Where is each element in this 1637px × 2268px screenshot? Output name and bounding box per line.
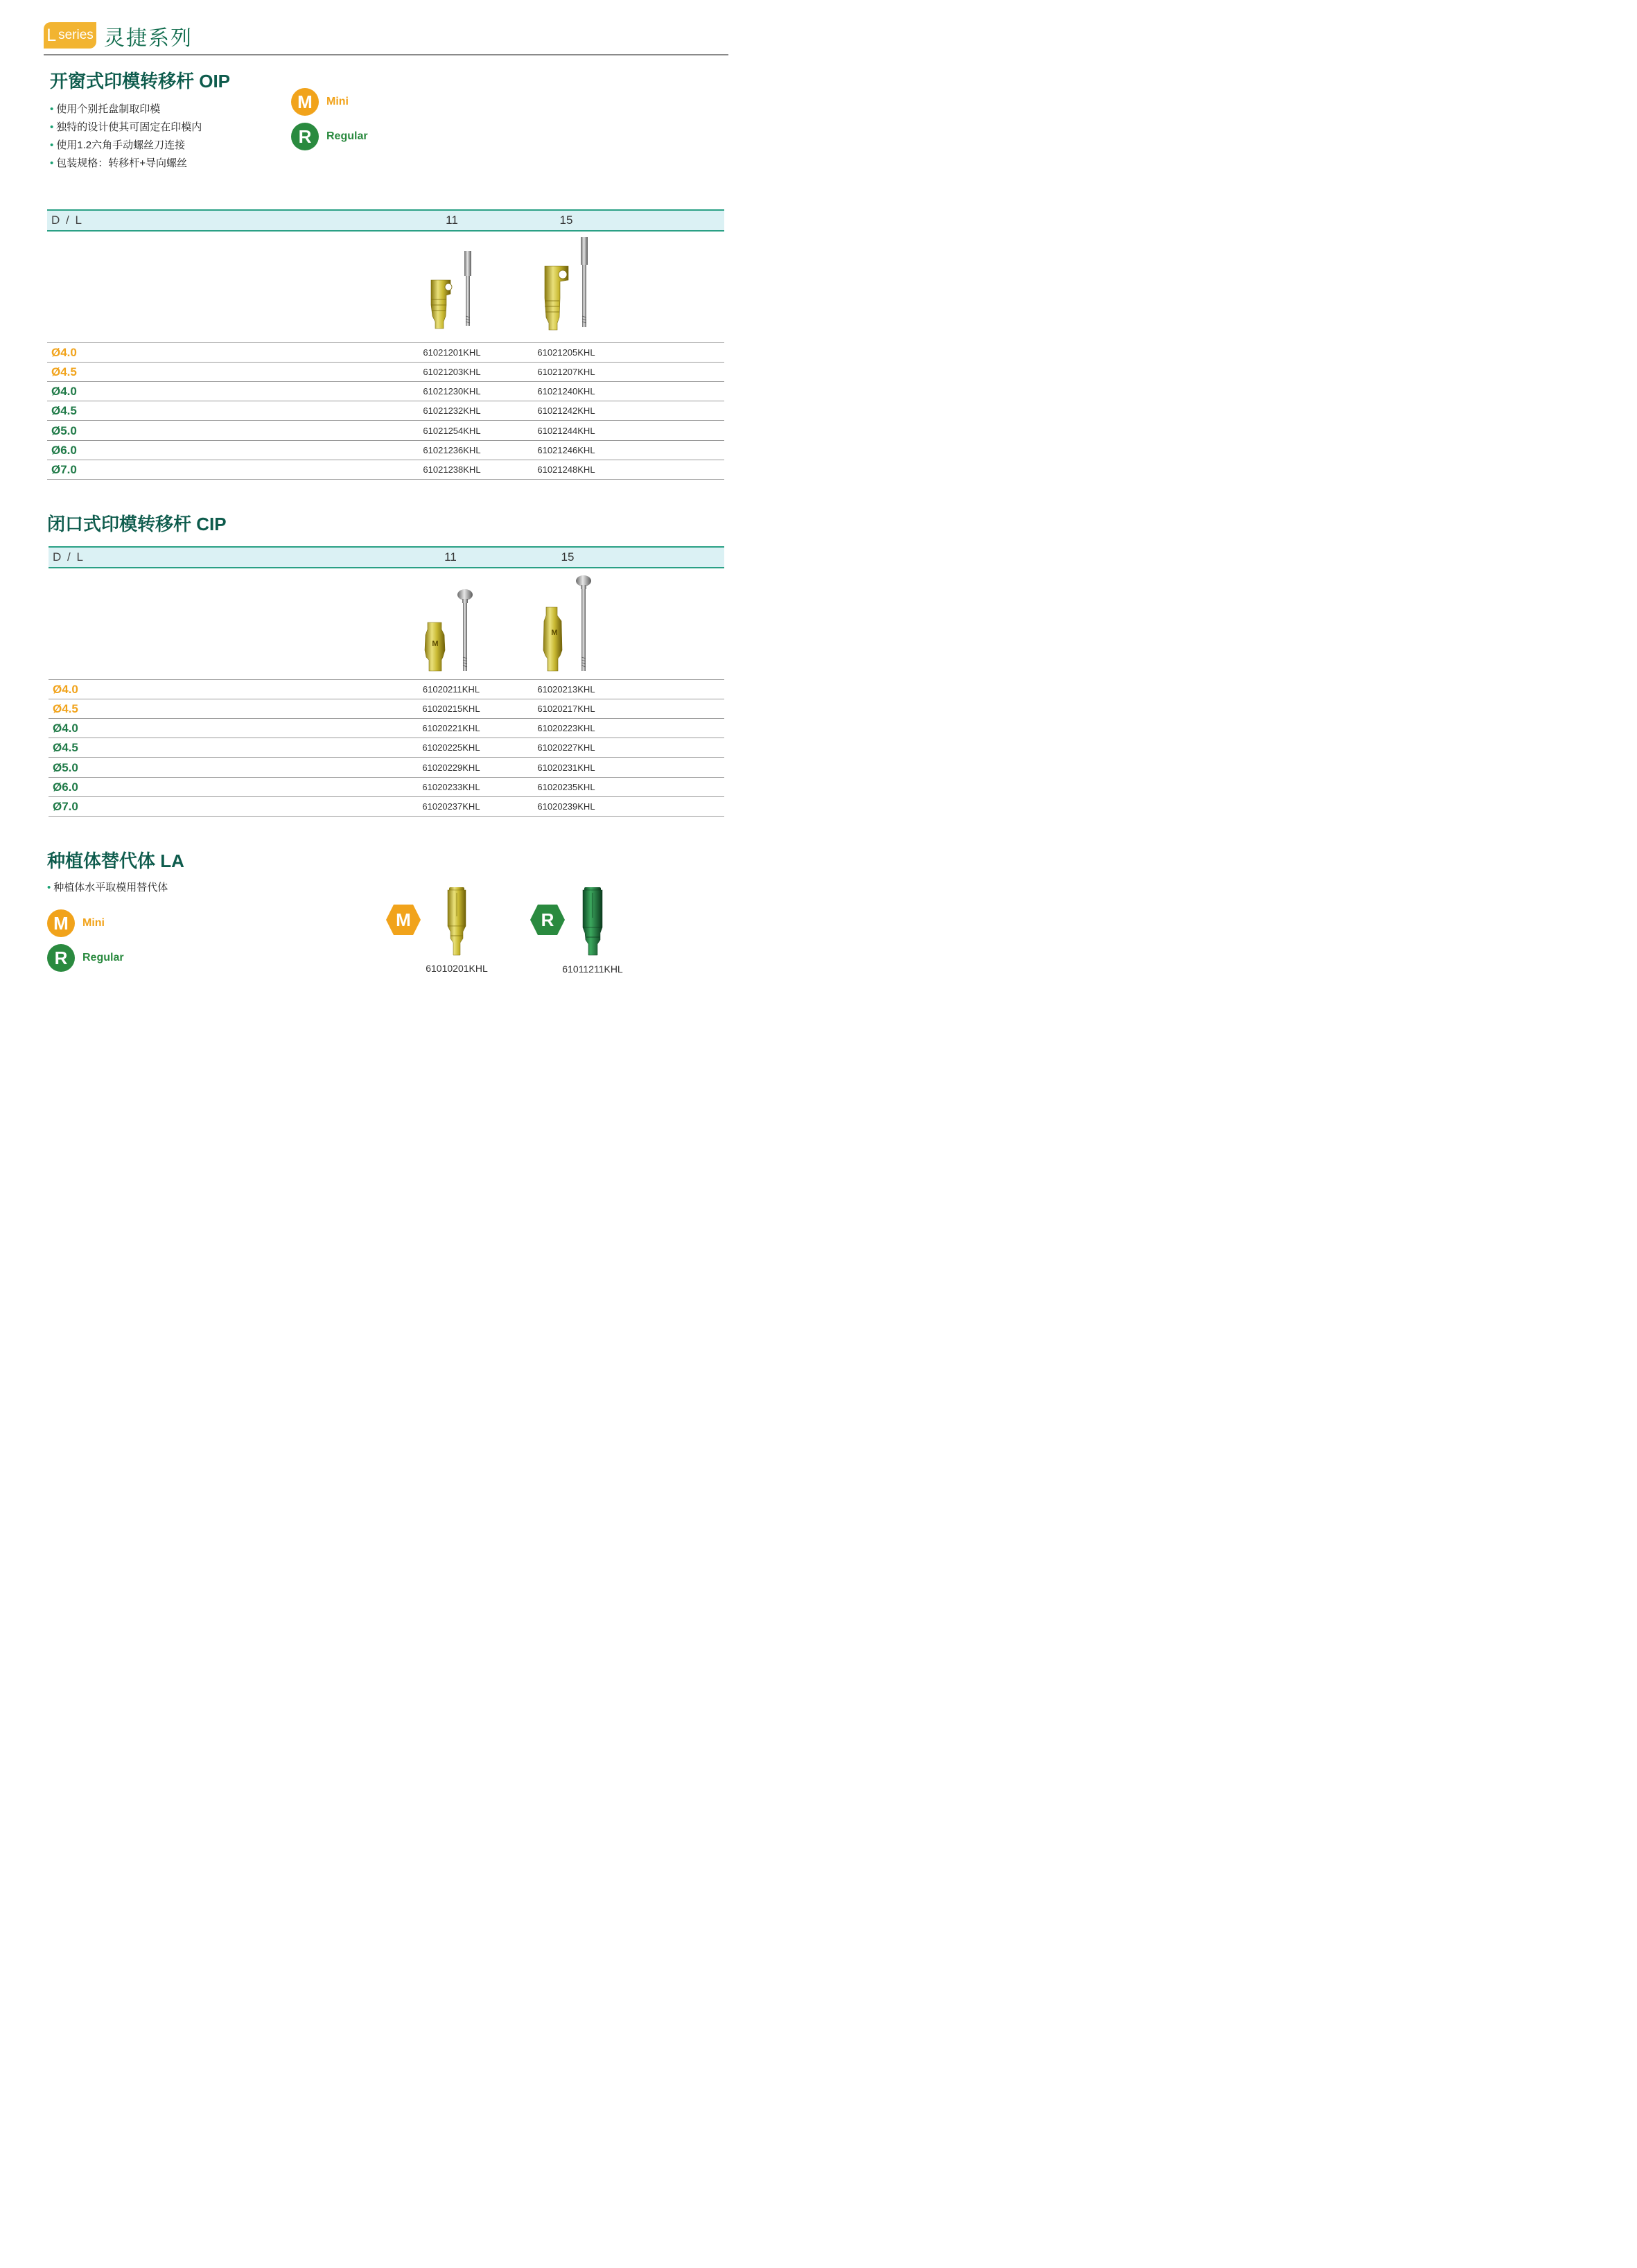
oip-table-header <box>47 209 724 232</box>
product-code: 61021248KHL <box>537 464 595 475</box>
regular-hexagon-letter: R <box>541 909 554 930</box>
series-badge <box>44 22 96 49</box>
table-row <box>47 343 724 363</box>
product-code: 61020223KHL <box>537 723 595 733</box>
oip-bullet: • 使用1.2六角手动螺丝刀连接 <box>50 137 202 155</box>
mini-badge: M <box>47 909 75 937</box>
diameter-label: Ø4.0 <box>51 385 77 398</box>
la-bullets <box>47 879 168 897</box>
cip-col-15: 15 <box>561 550 575 564</box>
product-code: 61021207KHL <box>537 367 595 377</box>
table-row <box>49 778 724 797</box>
cip-dl-label: D / L <box>53 550 85 564</box>
series-title: 灵捷系列 <box>104 27 193 50</box>
legend-mini <box>291 88 349 116</box>
cip-transfer-11-image <box>419 588 482 674</box>
cip-transfer-15-image <box>534 574 596 674</box>
oip-transfer-11-image <box>423 250 478 333</box>
table-row <box>49 699 724 719</box>
legend-regular <box>291 123 368 150</box>
header-divider <box>44 54 728 55</box>
mini-badge: M <box>291 88 319 116</box>
product-code: 61020231KHL <box>537 762 595 773</box>
cip-col-11: 11 <box>444 550 457 564</box>
mini-implant-analog-image <box>444 886 471 958</box>
product-code: 61021203KHL <box>423 367 481 377</box>
product-code: 61021205KHL <box>537 347 595 358</box>
product-code: 61011211KHL <box>562 963 623 975</box>
regular-hexagon-icon <box>529 902 566 937</box>
regular-badge: R <box>291 123 319 150</box>
table-row <box>47 460 724 480</box>
diameter-label: Ø6.0 <box>53 780 78 794</box>
diameter-label: Ø4.5 <box>51 404 77 417</box>
diameter-label: Ø7.0 <box>53 800 78 813</box>
product-code: 61021236KHL <box>423 445 481 455</box>
table-row <box>47 401 724 421</box>
product-code: 61021232KHL <box>423 405 481 416</box>
oip-bullet: • 独特的设计使其可固定在印模内 <box>50 119 202 137</box>
oip-col-15: 15 <box>559 213 573 227</box>
table-row <box>47 441 724 460</box>
diameter-label: Ø4.0 <box>53 683 78 696</box>
cip-table-header <box>49 546 724 568</box>
diameter-label: Ø4.5 <box>53 702 78 715</box>
oip-bullet: • 包装规格：转移杆+导向螺丝 <box>50 155 202 173</box>
series-badge-word: series <box>58 28 94 42</box>
legend-regular <box>47 944 124 972</box>
oip-transfer-15-image <box>539 236 595 333</box>
series-badge-letter: L <box>46 25 57 45</box>
product-code: 61020233KHL <box>422 782 480 792</box>
table-row <box>47 421 724 441</box>
oip-bullets <box>50 101 202 173</box>
diameter-label: Ø4.5 <box>51 365 77 378</box>
table-row <box>47 382 724 401</box>
diameter-label: Ø7.0 <box>51 463 77 476</box>
product-code: 61020217KHL <box>537 704 595 714</box>
product-code: 61020221KHL <box>422 723 480 733</box>
table-row <box>49 738 724 758</box>
oip-title: 开窗式印模转移杆 OIP <box>50 71 231 91</box>
diameter-label: Ø5.0 <box>51 424 77 437</box>
legend-mini-label: Mini <box>326 96 349 107</box>
table-row <box>49 719 724 738</box>
product-code: 61021238KHL <box>423 464 481 475</box>
regular-badge: R <box>47 944 75 972</box>
product-code: 61021246KHL <box>537 445 595 455</box>
product-code: 61021230KHL <box>423 386 481 396</box>
mini-hexagon-letter: M <box>396 909 411 930</box>
product-code: 61021254KHL <box>423 426 481 436</box>
table-row <box>49 680 724 699</box>
table-row <box>47 363 724 382</box>
product-code: 61010201KHL <box>426 963 488 974</box>
table-row <box>49 797 724 817</box>
la-bullet: • 种植体水平取模用替代体 <box>47 879 168 897</box>
mini-hexagon-icon <box>385 902 422 937</box>
diameter-label: Ø4.0 <box>51 346 77 359</box>
cip-title: 闭口式印模转移杆 CIP <box>47 514 227 534</box>
product-code: 61020215KHL <box>422 704 480 714</box>
product-code: 61020239KHL <box>537 801 595 812</box>
product-code: 61020213KHL <box>537 684 595 695</box>
regular-implant-analog-image <box>579 886 607 958</box>
oip-dl-label: D / L <box>51 213 83 227</box>
diameter-label: Ø5.0 <box>53 761 78 774</box>
product-code: 61021240KHL <box>537 386 595 396</box>
legend-regular-label: Regular <box>326 130 368 142</box>
legend-mini-label: Mini <box>82 917 105 929</box>
diameter-label: Ø6.0 <box>51 444 77 457</box>
product-code: 61020211KHL <box>422 684 480 695</box>
diameter-label: Ø4.5 <box>53 741 78 754</box>
legend-regular-label: Regular <box>82 952 124 963</box>
legend-mini <box>47 909 105 937</box>
la-title: 种植体替代体 LA <box>47 850 184 871</box>
product-code: 61020237KHL <box>422 801 480 812</box>
product-code: 61021242KHL <box>537 405 595 416</box>
product-code: 61020225KHL <box>422 742 480 753</box>
table-row <box>49 758 724 778</box>
oip-col-11: 11 <box>446 213 458 227</box>
product-code: 61020227KHL <box>537 742 595 753</box>
diameter-label: Ø4.0 <box>53 722 78 735</box>
oip-bullet: • 使用个别托盘制取印模 <box>50 101 202 119</box>
product-code: 61021244KHL <box>537 426 595 436</box>
cip-component-mark: M <box>551 629 558 637</box>
product-code: 61020235KHL <box>537 782 595 792</box>
product-code: 61021201KHL <box>423 347 481 358</box>
cip-component-mark: M <box>432 640 439 648</box>
product-code: 61020229KHL <box>422 762 480 773</box>
